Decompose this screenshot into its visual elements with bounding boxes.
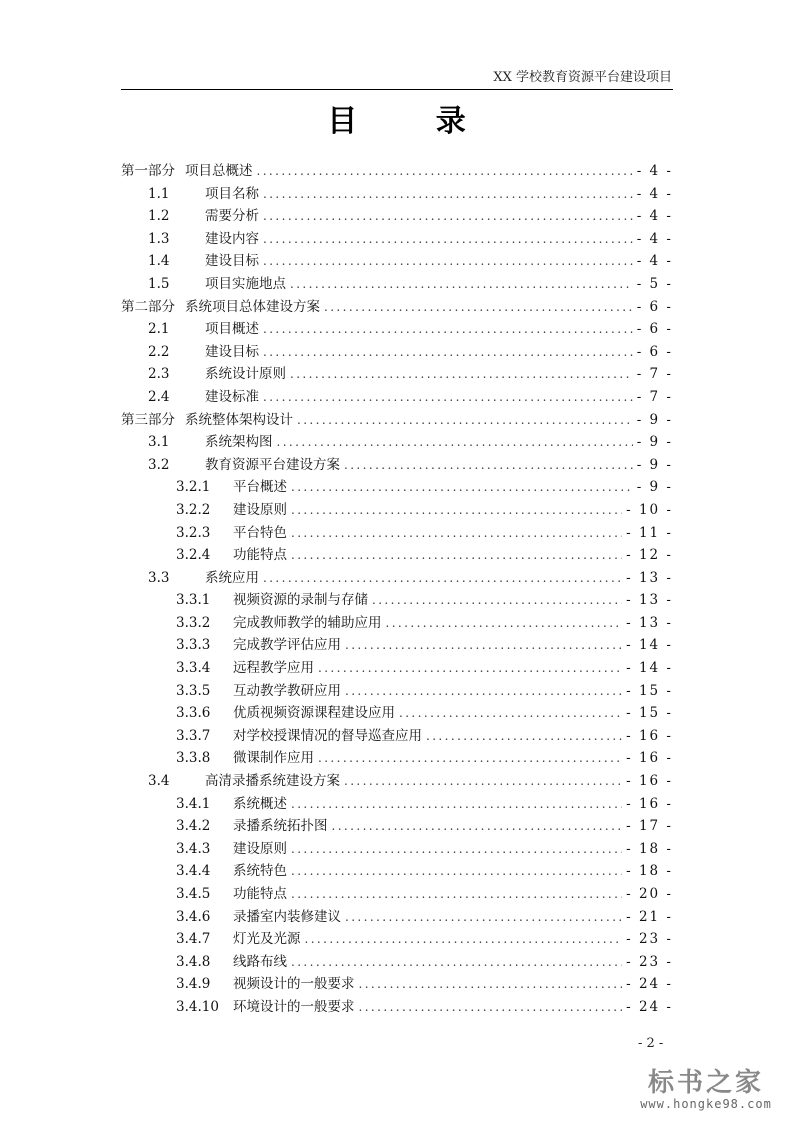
toc-entry-page: - 21 - bbox=[626, 908, 673, 925]
toc-entry-title: 功能特点 bbox=[233, 547, 287, 564]
toc-entry[interactable] bbox=[121, 770, 673, 793]
toc-dot-leader bbox=[324, 296, 633, 319]
toc-entry[interactable] bbox=[121, 657, 673, 680]
toc-entry-page: - 4 - bbox=[636, 163, 673, 179]
toc-entry-page: - 10 - bbox=[626, 501, 673, 518]
toc-dot-leader bbox=[291, 499, 622, 522]
toc-entry-title: 建设目标 bbox=[205, 253, 259, 270]
toc-entry-page: - 9 - bbox=[636, 411, 673, 428]
toc-entry-title: 平台特色 bbox=[233, 524, 287, 541]
toc-entry[interactable] bbox=[121, 702, 673, 725]
toc-entry-number: 1.1 bbox=[148, 185, 170, 202]
toc-entry-number: 3.2.3 bbox=[176, 524, 211, 541]
toc-entry-number: 3.4.2 bbox=[176, 818, 211, 835]
toc-entry[interactable] bbox=[121, 183, 673, 206]
toc-entry-title: 完成教师教学的辅助应用 bbox=[233, 614, 382, 631]
toc-entry-number: 3.3.3 bbox=[176, 637, 211, 654]
toc-dot-leader bbox=[359, 973, 623, 996]
toc-entry[interactable] bbox=[121, 860, 673, 883]
toc-entry[interactable] bbox=[121, 928, 673, 951]
toc-dot-leader bbox=[277, 431, 633, 454]
toc-entry-title: 项目实施地点 bbox=[205, 275, 286, 292]
toc-entry[interactable] bbox=[121, 476, 673, 499]
toc-dot-leader bbox=[345, 680, 622, 703]
toc-entry[interactable] bbox=[121, 273, 673, 296]
toc-dot-leader bbox=[305, 928, 623, 951]
toc-entry-title: 建设原则 bbox=[233, 840, 287, 857]
toc-entry[interactable] bbox=[121, 634, 673, 657]
toc-entry-page: - 9 - bbox=[636, 434, 673, 451]
toc-entry-page: - 6 - bbox=[636, 298, 673, 315]
toc-dot-leader bbox=[291, 476, 633, 499]
toc-dot-leader bbox=[291, 522, 622, 545]
toc-entry-title: 平台概述 bbox=[233, 479, 287, 496]
toc-entry-page: - 7 - bbox=[636, 366, 673, 383]
table-of-contents bbox=[121, 160, 673, 1019]
toc-entry-number: 3.4.1 bbox=[176, 795, 211, 812]
toc-entry[interactable] bbox=[121, 567, 673, 590]
toc-title: 目 录 bbox=[327, 104, 500, 139]
toc-entry[interactable] bbox=[121, 296, 673, 319]
toc-entry-number: 3.4.5 bbox=[176, 886, 211, 902]
toc-entry-number: 3.3 bbox=[148, 569, 170, 586]
toc-entry-title: 建设内容 bbox=[205, 230, 259, 247]
toc-entry-page: - 15 - bbox=[626, 682, 673, 699]
toc-entry-page: - 11 - bbox=[626, 524, 673, 541]
toc-entry-number: 3.2.1 bbox=[176, 479, 211, 496]
toc-dot-leader bbox=[399, 702, 622, 725]
toc-entry-page: - 4 - bbox=[636, 185, 673, 202]
watermark-logo: 标书之家 bbox=[647, 1068, 764, 1098]
watermark bbox=[626, 1062, 786, 1111]
toc-entry[interactable] bbox=[121, 612, 673, 635]
toc-entry-title: 远程教学应用 bbox=[233, 660, 314, 677]
toc-entry-number: 3.4 bbox=[148, 773, 170, 790]
toc-entry-number: 2.1 bbox=[148, 321, 170, 338]
toc-entry-page: - 15 - bbox=[626, 705, 673, 722]
toc-entry-title: 系统架构图 bbox=[205, 434, 273, 451]
toc-entry-title: 项目名称 bbox=[205, 185, 259, 202]
toc-entry-title: 项目概述 bbox=[205, 321, 259, 338]
toc-entry[interactable] bbox=[121, 793, 673, 816]
toc-dot-leader bbox=[290, 273, 633, 296]
toc-entry-number: 1.2 bbox=[148, 208, 170, 225]
toc-entry-number: 第三部分 bbox=[121, 411, 175, 428]
toc-dot-leader bbox=[263, 183, 633, 206]
toc-dot-leader bbox=[263, 386, 633, 409]
toc-entry-number: 3.3.2 bbox=[176, 614, 211, 631]
toc-entry-title: 微课制作应用 bbox=[233, 750, 314, 767]
toc-dot-leader bbox=[257, 160, 633, 183]
toc-entry-title: 视频设计的一般要求 bbox=[233, 976, 355, 993]
toc-entry-title: 线路布线 bbox=[233, 953, 287, 970]
toc-entry-page: - 4 - bbox=[636, 208, 673, 225]
toc-entry-page: - 6 - bbox=[636, 321, 673, 338]
toc-entry-number: 3.2.2 bbox=[176, 501, 211, 518]
toc-dot-leader bbox=[386, 612, 623, 635]
toc-entry-title: 项目总概述 bbox=[185, 163, 253, 179]
toc-entry-title: 互动教学教研应用 bbox=[233, 682, 341, 699]
toc-entry-page: - 16 - bbox=[626, 727, 673, 744]
toc-entry[interactable] bbox=[121, 522, 673, 545]
toc-dot-leader bbox=[291, 544, 622, 567]
toc-entry-title: 功能特点 bbox=[233, 886, 287, 902]
toc-entry-title: 需要分析 bbox=[205, 208, 259, 225]
toc-entry-page: - 5 - bbox=[636, 275, 673, 292]
header-divider bbox=[121, 89, 673, 90]
toc-entry-title: 系统应用 bbox=[205, 569, 259, 586]
toc-entry-page: - 20 - bbox=[626, 886, 673, 902]
toc-dot-leader bbox=[291, 793, 622, 816]
toc-dot-leader bbox=[318, 747, 622, 770]
toc-entry-title: 完成教学评估应用 bbox=[233, 637, 341, 654]
toc-entry-title: 建设标准 bbox=[205, 388, 259, 405]
toc-entry-title: 系统设计原则 bbox=[205, 366, 286, 383]
toc-entry[interactable] bbox=[121, 951, 673, 974]
watermark-url: www.hongke98.com bbox=[640, 1097, 772, 1111]
toc-entry-number: 3.3.5 bbox=[176, 682, 211, 699]
toc-entry-page: - 9 - bbox=[636, 479, 673, 496]
toc-entry-title: 优质视频资源课程建设应用 bbox=[233, 705, 395, 722]
toc-entry-number: 3.4.7 bbox=[176, 931, 211, 948]
toc-entry-number: 3.3.7 bbox=[176, 727, 211, 744]
toc-dot-leader bbox=[345, 634, 622, 657]
toc-entry-page: - 7 - bbox=[636, 388, 673, 405]
toc-entry-title: 系统概述 bbox=[233, 795, 287, 812]
toc-entry-number: 第一部分 bbox=[121, 163, 175, 179]
toc-entry-title: 对学校授课情况的督导巡查应用 bbox=[233, 727, 422, 744]
toc-entry[interactable] bbox=[121, 906, 673, 929]
toc-dot-leader bbox=[297, 409, 633, 432]
toc-dot-leader bbox=[263, 205, 633, 228]
toc-entry-number: 2.2 bbox=[148, 343, 170, 360]
toc-entry[interactable] bbox=[121, 725, 673, 748]
toc-entry[interactable] bbox=[121, 431, 673, 454]
toc-entry-title: 录播室内装修建议 bbox=[233, 908, 341, 925]
toc-entry-number: 1.5 bbox=[148, 275, 170, 292]
toc-entry[interactable] bbox=[121, 589, 673, 612]
toc-entry[interactable] bbox=[121, 996, 673, 1019]
toc-entry-page: - 18 - bbox=[626, 863, 673, 880]
toc-dot-leader bbox=[263, 318, 633, 341]
toc-entry-page: - 23 - bbox=[626, 953, 673, 970]
toc-entry-title: 系统整体架构设计 bbox=[185, 411, 293, 428]
toc-entry-title: 录播系统拓扑图 bbox=[233, 818, 328, 835]
toc-entry-number: 3.1 bbox=[148, 434, 170, 451]
toc-entry[interactable] bbox=[121, 250, 673, 273]
toc-entry-page: - 13 - bbox=[626, 569, 673, 586]
toc-dot-leader bbox=[344, 454, 633, 477]
toc-entry-page: - 23 - bbox=[626, 931, 673, 948]
toc-entry-title: 教育资源平台建设方案 bbox=[205, 456, 340, 473]
toc-entry[interactable] bbox=[121, 341, 673, 364]
toc-dot-leader bbox=[359, 996, 623, 1019]
toc-entry[interactable] bbox=[121, 499, 673, 522]
toc-entry-page: - 14 - bbox=[626, 660, 673, 677]
toc-entry-number: 3.4.3 bbox=[176, 840, 211, 857]
toc-entry[interactable] bbox=[121, 228, 673, 251]
toc-entry-page: - 4 - bbox=[636, 253, 673, 270]
toc-entry-page: - 12 - bbox=[626, 547, 673, 564]
toc-entry[interactable] bbox=[121, 205, 673, 228]
toc-entry-title: 建设目标 bbox=[205, 343, 259, 360]
toc-entry-title: 系统特色 bbox=[233, 863, 287, 880]
toc-dot-leader bbox=[291, 838, 622, 861]
toc-entry-page: - 4 - bbox=[636, 230, 673, 247]
toc-entry[interactable] bbox=[121, 363, 673, 386]
toc-dot-leader bbox=[372, 589, 622, 612]
toc-entry[interactable] bbox=[121, 386, 673, 409]
toc-dot-leader bbox=[426, 725, 622, 748]
toc-dot-leader bbox=[332, 815, 623, 838]
toc-dot-leader bbox=[263, 341, 633, 364]
toc-entry-number: 2.3 bbox=[148, 366, 170, 383]
toc-entry-number: 2.4 bbox=[148, 388, 170, 405]
toc-entry-number: 3.3.4 bbox=[176, 660, 211, 677]
page-number: - 2 - bbox=[638, 1036, 664, 1051]
toc-entry[interactable] bbox=[121, 680, 673, 703]
toc-entry-number: 3.2.4 bbox=[176, 547, 211, 564]
toc-entry-number: 3.4.10 bbox=[176, 998, 219, 1015]
toc-entry[interactable] bbox=[121, 838, 673, 861]
toc-entry-title: 灯光及光源 bbox=[233, 931, 301, 948]
toc-entry-page: - 9 - bbox=[636, 456, 673, 473]
toc-entry-number: 第二部分 bbox=[121, 298, 175, 315]
toc-entry[interactable] bbox=[121, 318, 673, 341]
toc-dot-leader bbox=[345, 906, 622, 929]
toc-dot-leader bbox=[318, 657, 622, 680]
toc-entry-title: 建设原则 bbox=[233, 501, 287, 518]
toc-dot-leader bbox=[263, 228, 633, 251]
toc-entry-title: 高清录播系统建设方案 bbox=[205, 773, 340, 790]
toc-entry-number: 1.4 bbox=[148, 253, 170, 270]
toc-entry[interactable] bbox=[121, 973, 673, 996]
document-header-title: XX 学校教育资源平台建设项目 bbox=[493, 70, 672, 85]
toc-dot-leader bbox=[263, 567, 622, 590]
toc-dot-leader bbox=[290, 363, 633, 386]
toc-dot-leader bbox=[291, 860, 622, 883]
toc-entry-page: - 6 - bbox=[636, 343, 673, 360]
toc-entry-number: 3.4.6 bbox=[176, 908, 211, 925]
toc-entry-number: 3.4.9 bbox=[176, 976, 211, 993]
toc-entry[interactable] bbox=[121, 409, 673, 432]
toc-entry-page: - 16 - bbox=[626, 795, 673, 812]
toc-entry-number: 3.4.4 bbox=[176, 863, 211, 880]
toc-entry-page: - 18 - bbox=[626, 840, 673, 857]
toc-dot-leader bbox=[291, 951, 622, 974]
toc-entry-number: 3.2 bbox=[148, 456, 170, 473]
toc-entry[interactable] bbox=[121, 815, 673, 838]
toc-dot-leader bbox=[291, 883, 622, 906]
toc-entry[interactable] bbox=[121, 883, 673, 906]
toc-entry-number: 3.3.8 bbox=[176, 750, 211, 767]
toc-entry-number: 3.4.8 bbox=[176, 953, 211, 970]
toc-entry-number: 1.3 bbox=[148, 230, 170, 247]
toc-entry-page: - 24 - bbox=[626, 998, 673, 1015]
toc-entry-page: - 16 - bbox=[626, 773, 673, 790]
toc-entry-page: - 17 - bbox=[626, 818, 673, 835]
toc-entry-page: - 24 - bbox=[626, 976, 673, 993]
toc-entry-title: 环境设计的一般要求 bbox=[233, 998, 355, 1015]
toc-entry-title: 视频资源的录制与存储 bbox=[233, 592, 368, 609]
toc-entry-number: 3.3.6 bbox=[176, 705, 211, 722]
toc-entry-number: 3.3.1 bbox=[176, 592, 211, 609]
toc-entry[interactable] bbox=[121, 747, 673, 770]
toc-entry-page: - 13 - bbox=[626, 592, 673, 609]
toc-entry[interactable] bbox=[121, 160, 673, 183]
toc-dot-leader bbox=[263, 250, 633, 273]
toc-entry-title: 系统项目总体建设方案 bbox=[185, 298, 320, 315]
toc-entry-page: - 16 - bbox=[626, 750, 673, 767]
toc-entry[interactable] bbox=[121, 454, 673, 477]
toc-entry[interactable] bbox=[121, 544, 673, 567]
toc-dot-leader bbox=[344, 770, 622, 793]
toc-entry-page: - 13 - bbox=[626, 614, 673, 631]
toc-entry-page: - 14 - bbox=[626, 637, 673, 654]
